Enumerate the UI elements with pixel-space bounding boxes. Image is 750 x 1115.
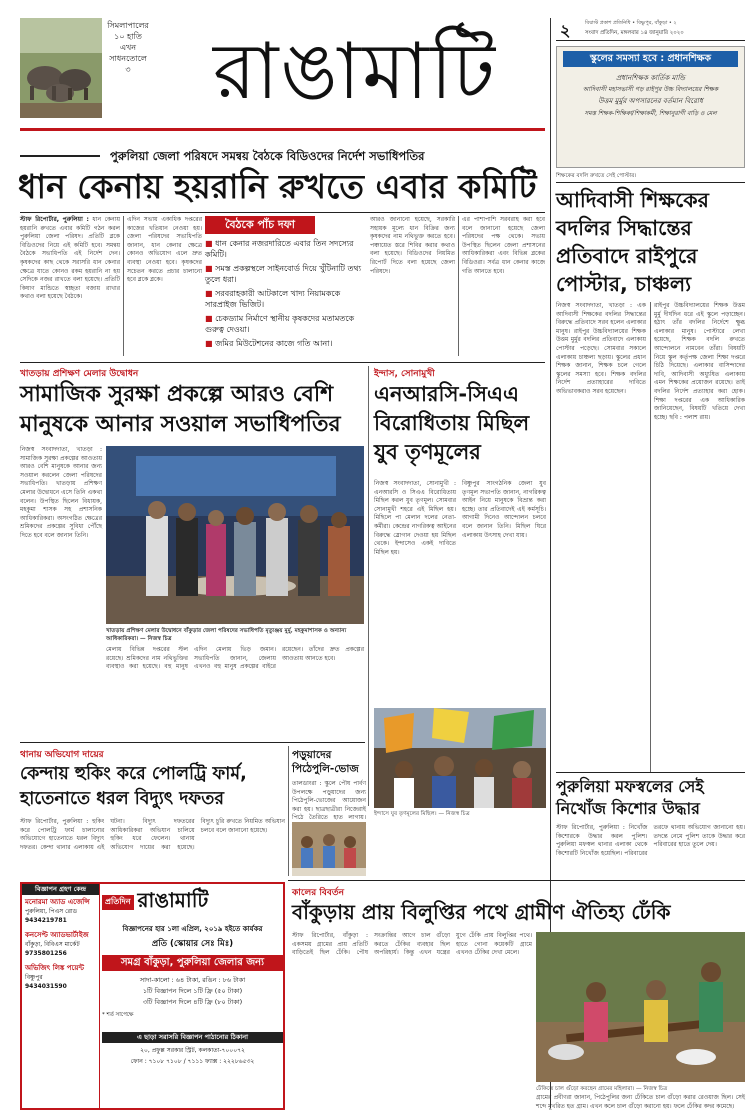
teaser-page: ৩ [125, 65, 131, 74]
teacher-body-col2: রাইপুর উচ্চবিদ্যালয়ের শিক্ষক উত্তম মুর্মু দীর্ঘদিন ধরে এই স্কুলে পড়াচ্ছেন। হঠাৎ তাঁর বদলির নির্দেশে ক্ষুব্ধ এলাকার মানুষ। পোস্টারে লেখা হয়েছে, শিক্ষক বদলি রুখতে আন্দোলনে নামবেন তাঁরা। বিষয়টি নিয়ে স্কুল কর্তৃপক্ষ জেলা শিক্ষা দপ্তরে চিঠি দিয়েছে। এলাকার বাসিন্দাদের দাবি, আদিবাসী অধ্যুষিত এলাকায় এমন শিক্ষকের প্রয়োজন রয়েছে। তাই বদলির নির্দেশ প্রত্যাহার করা হোক। শিক্ষা দপ্তরের এক আধিকারিক জানিয়েছেন, বিষয়টি খতিয়ে দেখা হচ্ছে। ছবি : পলাশ রায়। [654, 302, 745, 421]
poster-title: স্কুলের সমস্যা হবে : প্রধানশিক্ষক [563, 51, 738, 67]
nrc-caption: ইন্দাসে যুব তৃণমূলের মিছিল। — নিজস্ব চিত্র [374, 811, 470, 817]
point-2: ■ সমস্ত প্রকল্পস্থলে সাইনবোর্ড দিয়ে খুঁটিনাটি তথ্য তুলে ধরা। [205, 264, 362, 284]
picnic-photo [292, 822, 366, 876]
point-5: ■ জমির মিউটেশনের কাজে গতি আনা। [205, 339, 333, 348]
teaser-line1: সিমলাপালের [107, 21, 149, 30]
ad-brand: প্রতিদিন [102, 895, 134, 910]
section-rule [20, 742, 365, 743]
dhenki-caption: ঢেঁকিতে চাল গুঁড়ো করছেন গ্রামের মহিলারা। — নিজস্ব চিত্র [536, 1086, 668, 1092]
section-rule [556, 772, 745, 773]
dhenki-body2: গ্রামের প্রবীণরা জানান, পিঠেপুলির জন্য ঢেঁকিতে চাল গুঁড়ো করার রেওয়াজ ছিল। সেই শব্দে মুখরিত হত গ্রাম। এখন কলে চাল গুঁড়ো করানো হয়। ফলে ঢেঁকির কদর কমেছে। [536, 1094, 745, 1110]
nrc-headline: এনআরসি-সিএএ বিরোধিতায় মিছিল যুব তৃণমূলের [374, 382, 530, 464]
section-rule [288, 880, 745, 881]
dhenki-body: স্টাফ রিপোর্টার, বাঁকুড়া : একসময় গ্রামের প্রায় প্রতিটি বাড়িতেই ছিল ঢেঁকি। পৌষ সংক্রান্তির আগে চাল গুঁড়ো করতে ঢেঁকির ব্যবহার ছিল অপরিহার্য। কিন্তু এখন যন্ত্রের যুগে ঢেঁকি প্রায় বিলুপ্তির পথে। হাতে গোনা কয়েকটি গ্রামে এখনও ঢেঁকির দেখা মেলে। [292, 932, 532, 957]
poster-line2: আদিবাসী মহাসভাসী গড় রাইপুর উচ্চ বিদ্যালয়ের শিক্ষক [582, 86, 719, 93]
headline-rule [20, 212, 545, 213]
poster-rule [556, 182, 745, 183]
social-tag: খাতড়ায় প্রশিক্ষণ মেলার উদ্বোধন [20, 369, 139, 379]
rescue-headline: পুরুলিয়া মফস্বলের সেই নিখোঁজ কিশোর উদ্ধার [556, 777, 704, 818]
main-body-col1 [20, 216, 120, 356]
ad-agent-1: মনোরমা অ্যাড এজেন্সি পুরুলিয়া, পিএস রোড 9434219781 [25, 898, 90, 924]
header-info: বিয়াস্ট প্রকাশ প্রতিনিধি • বিষ্ণুপুর, বাঁকুড়া • ২ [585, 20, 677, 26]
poultry-tag: থানায় অভিযোগ দায়ের [20, 750, 104, 760]
ad-rate3: ৩টি বিজ্ঞাপন দিলে ৪টি ফ্রি (৮০ টাকা) [142, 998, 243, 1006]
main-headline: ধান কেনায় হয়রানি রুখতে এবার কমিটি [18, 167, 537, 206]
point-3: ■ সরবরাহকারী আটকালে খাদ্য নিয়ামককে সারপ্রাইজ ভিজিট। [205, 289, 341, 309]
picnic-body: তালডাংরা : স্কুলে পৌষ পার্বণ উপলক্ষে পড়ুয়াদের জন্য পিঠেপুলি-ভোজের আয়োজন করা হয়। ছাত্রছাত্রীরা নিজেরাই পিঠে তৈরিতে হাত লাগায়। [292, 780, 366, 822]
ad-agent-2: কনসেপ্ট অ্যাডভার্টাইজ বাঁকুড়া, বিবিএস মার্কেট 9735801256 [25, 931, 89, 957]
col-divider [458, 216, 459, 356]
dhenki-photo [536, 932, 745, 1082]
teaser-box [20, 18, 150, 118]
header-rule [556, 40, 745, 41]
ad-note: * শর্ত সাপেক্ষে [102, 1012, 134, 1018]
ad-footer1: এ ছাড়া সরাসরি বিজ্ঞাপন পাঠানোর ঠিকানা [102, 1032, 283, 1043]
ad-line3: সমগ্র বাঁকুড়া, পুরুলিয়া জেলার জন্য [102, 955, 283, 971]
point-1: ■ ধান কেনার নজরদারিতে এবার তিন সদস্যের কমিটি। [205, 239, 354, 259]
main-body-col2: এদিন সভায় একাধিক দপ্তরের কাজের খতিয়ান নেওয়া হয়। জেলা পরিষদের সভাধিপতি জানান, ধান কেনার ক্ষেত্রে কোনও অভিযোগ এলে দ্রুত ব্যবস্থা নেওয়া হবে। কৃষকদের সচেতন করতে প্রচার চালানো হবে ব্লকে ব্লকে। [127, 216, 202, 284]
ad-line2: প্রতি (স্কোয়ার সেঃ মিঃ) [151, 939, 234, 949]
points-box [205, 216, 365, 358]
col-divider [650, 302, 651, 772]
ad-footer2: ২০, প্রফুল্ল সরকার স্ট্রিট, কলকাতা-৭০০০৭২ [140, 1047, 245, 1054]
ad-agents [22, 884, 100, 1108]
ad-agent-3: অভিজিৎ লিঙ্ক পয়েন্ট বিষ্ণুপুর 9434031590 [25, 964, 84, 990]
ad-box [20, 882, 285, 1110]
poster-caption: শিক্ষকের বদলি রুখতে সেই পোস্টার। [556, 173, 637, 179]
main-body-col4: আরও জানানো হয়েছে, সরকারি সহায়ক মূল্যে ধান বিক্রির জন্য কৃষকদের নাম নথিভুক্ত করতে হবে। পঞ্চায়েত স্তরে শিবির করার কথাও বলা হয়েছে। বিডিওদের নিয়মিত রিপোর্ট দিতে বলা হয়েছে জেলা পরিষদে। [370, 216, 455, 275]
teacher-poster-box [556, 46, 745, 168]
social-caption: খাতড়ায় প্রশিক্ষণ মেলার উদ্বোধনে বাঁকুড়ার জেলা পরিষদের সভাধিপতি মৃত্যুঞ্জয় মুর্মু, মহকুমাশাসক ও অন্যান্য আধিকারিকরা। — নিজস্ব চিত্র [106, 628, 347, 642]
main-kicker: পুরুলিয়া জেলা পরিষদে সমন্বয় বৈঠকে বিডিওদের নির্দেশ সভাধিপতির [110, 149, 425, 163]
poster-line4: সমস্ত শিক্ষক-শিক্ষিকা/শিক্ষাকর্মী, শিক্ষানুরাগী বাড়ি ও মেল [584, 110, 717, 117]
nrc-tag: ইন্দাস, সোনামুখী [374, 369, 435, 379]
dhenki-tag: কালের বিবর্তন [292, 888, 345, 898]
col-divider [288, 746, 289, 876]
masthead-title: রাঙামাটি [212, 27, 498, 117]
main-byline: স্টাফ রিপোর্টার, পুরুলিয়া : [20, 216, 89, 223]
teaser-line2: ১০ হাতি এখন [114, 32, 142, 52]
ad-rate2: ১টি বিজ্ঞাপন দিলে ১টি ফ্রি (৫০ টাকা) [142, 987, 243, 995]
teacher-body-col1: নিজস্ব সংবাদদাতা, খাতড়া : এক আদিবাসী শিক্ষকের বদলির সিদ্ধান্তের বিরুদ্ধে প্রতিবাদে সরব হলেন এলাকার মানুষ। রাইপুর উচ্চবিদ্যালয়ের শিক্ষক উত্তম মুর্মুর বদলির প্রতিবাদে এলাকায় পোস্টার পড়েছে। সোমবার সকালে এলাকায় চাঞ্চল্য ছড়ায়। স্কুলের প্রধান শিক্ষক জানান, শিক্ষক চলে গেলে স্কুলের সমস্যা হবে। শিক্ষক বদলির নির্দেশ প্রত্যাহারের দাবিতে অভিভাবকরাও সরব হয়েছেন। [556, 302, 646, 395]
point-4: ■ চেকড্যাম নির্মাণে স্থানীয় কৃষকদের মতামতকে গুরুত্ব দেওয়া। [205, 314, 355, 334]
nrc-body2: বিষ্ণুপুর সাংগঠনিক জেলা যুব তৃণমূল সভাপতি জানান, নাগরিকত্ব আইন নিয়ে মানুষকে বিভ্রান্ত করা হচ্ছে। তার প্রতিবাদেই এই কর্মসূচি। আগামী দিনেও আন্দোলন চলবে বলে জানান তিনি। মিছিল ঘিরে এলাকায় উৎসাহ দেখা যায়। [462, 480, 546, 539]
points-box-title: বৈঠকে পাঁচ দফা [205, 216, 315, 234]
col-divider [368, 366, 369, 806]
poultry-headline: কেন্দায় হুকিং করে পোলট্রি ফার্ম, হাতেনাতে ধরল বিদ্যুৎ দফতর [20, 764, 247, 809]
poultry-body: স্টাফ রিপোর্টার, পুরুলিয়া : হুকিং করে পোলট্রি ফার্ম চালানোর অভিযোগে হাতেনাতে ধরল বিদ্যুৎ দফতর। কেন্দা থানার এলাকায় এই ঘটনা। বিদ্যুৎ দফতরের আধিকারিকরা অভিযান চালিয়ে হুকিং ধরে ফেলেন। থানায় অভিযোগ দায়ের করা হয়েছে। বিদ্যুৎ চুরি রুখতে নিয়মিত অভিযান চলবে বলে জানানো হয়েছে। [20, 818, 285, 851]
nrc-photo [374, 708, 546, 808]
teaser-line3: সাধনতোলে [109, 54, 147, 63]
ad-line1: বিজ্ঞাপনের হার ১লা এপ্রিল, ২০১৯ হইতে কার্যকর [122, 925, 263, 933]
ad-rate1: সাদা-কালো : ৬৪ টাকা, রঙিন : ৮৬ টাকা [139, 976, 246, 984]
social-photo [106, 446, 364, 624]
masthead-rule [20, 128, 545, 131]
col-divider [123, 216, 124, 356]
poster-line3: উত্তম মুর্মুর অপসারনের বর্তমান বিরোধ [598, 97, 703, 105]
elephant-photo [20, 18, 102, 118]
poster-line1: প্রধানশিক্ষক কার্তিক মান্ডি [615, 74, 686, 82]
ad-footer3: ফোন : ৭১০৮ ৭১০৮ / ৭১১১ ফ্যাক্স : ২২২৮৬৫৩২ [130, 1058, 255, 1065]
dhenki-headline: বাঁকুড়ায় প্রায় বিলুপ্তির পথে গ্রামীণ ঐতিহ্য ঢেঁকি [292, 900, 671, 924]
main-body-col5: এর পাশাপাশি সরবরাহ করা হবে বলে জানানো হয়েছে জেলা পরিষদের পক্ষ থেকে। সভায় উপস্থিত ছিলেন জেলা প্রশাসনের আধিকারিকরা এবং বিভিন্ন ব্লকের বিডিওরা। সর্বত্র ধান কেনার কাজে গতি আনতে হবে। [462, 216, 545, 275]
social-body2: মেলায় বিভিন্ন দপ্তরের স্টল রয়েছে। শ্রমিকদের নাম নথিভুক্তির ব্যবস্থাও করা হয়েছে। বহু মানুষ এদিন মেলায় ভিড় জমান। সভাধিপতি জানান, জেলায় এখনও বহু মানুষ প্রকল্পের বাইরে রয়েছেন। তাঁদের দ্রুত প্রকল্পের আওতায় আনতে হবে। [106, 646, 364, 671]
picnic-headline: পড়ুয়াদের পিঠেপুলি-ভোজ [292, 749, 359, 775]
rescue-body: স্টাফ রিপোর্টার, পুরুলিয়া : নিখোঁজ কিশোরকে উদ্ধার করল পুলিশ। পুরুলিয়া মফস্বল থানার এলাকা থেকে কিশোরটি নিখোঁজ হয়েছিল। পরিবারের তরফে থানায় অভিযোগ জানানো হয়। তদন্তে নেমে পুলিশ তাকে উদ্ধার করে পরিবারের হাতে তুলে দেয়। [556, 824, 745, 857]
teacher-signoff: ছবি : পলাশ রায়। [669, 413, 711, 421]
nrc-body: নিজস্ব সংবাদদাতা, সোনামুখী : এনআরসি ও সিএএ বিরোধিতায় মিছিল করল যুব তৃণমূল। সোমবার সোনামুখী শহরে এই মিছিল হয়। মিছিলে পা মেলান দলের নেতা-কর্মীরা। কেন্দ্রের নাগরিকত্ব আইনের বিরুদ্ধে স্লোগান দেওয়া হয় মিছিল থেকে। ইন্দাসেও একই দাবিতে মিছিল হয়। [374, 480, 456, 556]
teacher-headline: আদিবাসী শিক্ষকের বদলির সিদ্ধান্তের প্রতিবাদে রাইপুরে পোস্টার, চাঞ্চল্য [556, 188, 709, 296]
page-number: ২ [560, 21, 571, 40]
social-body: নিজস্ব সংবাদদাতা, খাতড়া : সামাজিক সুরক্ষা প্রকল্পের আওতায় আরও বেশি মানুষকে আনার জন্য সওয়াল করলেন জেলা পরিষদের সভাধিপতি। খাতড়ায় প্রশিক্ষণ মেলার উদ্বোধনে এসে তিনি একথা বলেন। উপস্থিত ছিলেন বিধায়ক, মহকুমা শাসক সহ প্রশাসনিক আধিকারিকরা। অসংগঠিত ক্ষেত্রের শ্রমিকদের প্রকল্পের সুবিধা পৌঁছে দিতে হবে বলে জানান তিনি। [20, 446, 102, 539]
social-headline: সামাজিক সুরক্ষা প্রকল্পে আরও বেশি মানুষকে আনার সওয়াল সভাধিপতির [20, 382, 341, 437]
section-rule [20, 362, 545, 363]
kicker-rule-left [20, 155, 100, 157]
main-body1: ধান কেনায় হয়রানি রুখতে এবার কমিটি গঠন করল পুরুলিয়া জেলা পরিষদ। প্রতিটি ব্লকে বিডিওদের নিয়ে এই কমিটি হবে। সমন্বয় বৈঠকে সভাধিপতি এই নির্দেশ দেন। কৃষকদের কাছ থেকে সরাসরি ধান কেনার ক্ষেত্রে যাতে কোনও রকম হয়রানি না হয় সেদিকে নজর রাখতে বলা হয়েছে। প্রতিটি কিষাণ মান্ডিতে স্বচ্ছতা বজায় রাখার কথাও বলা হয়েছে বৈঠকে। [20, 216, 120, 301]
ad-title: রাঙামাটি [137, 888, 209, 912]
ad-header: বিজ্ঞাপন গ্রহণ কেন্দ্র [22, 884, 99, 895]
header-date: সংবাদ প্রতিদিন, মঙ্গলবার ১৪ জানুয়ারি ২০২০ [585, 30, 684, 36]
